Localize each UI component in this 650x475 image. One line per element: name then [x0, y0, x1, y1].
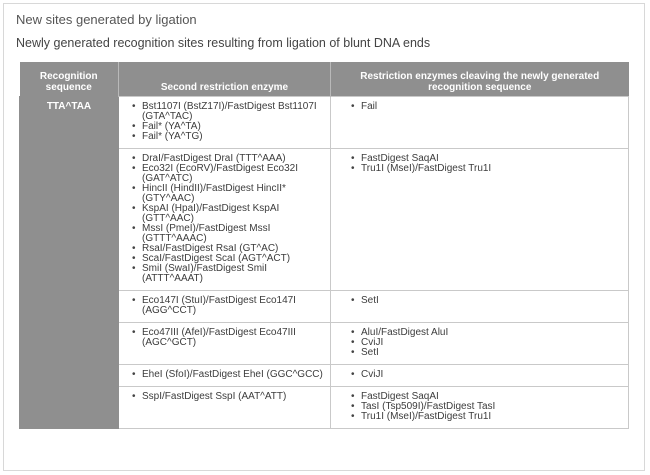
list-item: • SmiI (SwaI)/FastDigest SmiI (ATTT^AAAT) — [142, 264, 324, 284]
list-item: • RsaI/FastDigest RsaI (GT^AC) — [142, 244, 324, 254]
list-item: • CviJI — [361, 370, 622, 380]
table-row — [20, 365, 629, 387]
list-item: • AluI/FastDigest AluI — [361, 328, 622, 338]
cleaving-enzyme-cell — [331, 323, 629, 365]
list-item: • Tru1I (MseI)/FastDigest Tru1I — [361, 164, 622, 174]
second-enzyme-cell — [119, 323, 331, 365]
cleaving-enzyme-cell — [331, 365, 629, 387]
list-item: • Fail* (YA^TG) — [142, 132, 324, 142]
list-item: • CviJI — [361, 338, 622, 348]
recognition-sequence-cell: TTA^TAA — [20, 97, 119, 149]
table-body — [20, 97, 629, 429]
cleaving-enzyme-cell — [331, 387, 629, 429]
table-row — [20, 149, 629, 291]
list-item: • DraI/FastDigest DraI (TTT^AAA) — [142, 154, 324, 164]
list-item: • KspAI (HpaI)/FastDigest KspAI (GTT^AAC) — [142, 204, 324, 224]
cleaving-enzyme-list — [337, 370, 622, 380]
list-item: • Bst1107I (BstZ17I)/FastDigest Bst1107I (GTA^TAC) — [142, 102, 324, 122]
table-row — [20, 97, 629, 149]
header-recognition-sequence: Recognition sequence — [20, 62, 119, 97]
list-item: • HincII (HindII)/FastDigest HincII* (GTY^AAC) — [142, 184, 324, 204]
cleaving-enzyme-cell — [331, 291, 629, 323]
table-row — [20, 291, 629, 323]
second-enzyme-cell — [119, 291, 331, 323]
recognition-sequence-cell-empty — [20, 323, 119, 365]
second-enzyme-list — [125, 328, 324, 348]
cleaving-enzyme-list — [337, 154, 622, 174]
list-item: • Eco32I (EcoRV)/FastDigest Eco32I (GAT^ATC) — [142, 164, 324, 184]
cleaving-enzyme-list — [337, 102, 622, 112]
list-item: • FastDigest SaqAI — [361, 154, 622, 164]
list-item: • Eco47III (AfeI)/FastDigest Eco47III (AGC^GCT) — [142, 328, 324, 348]
list-item: • ScaI/FastDigest ScaI (AGT^ACT) — [142, 254, 324, 264]
cleaving-enzyme-cell — [331, 97, 629, 149]
header-cleaving-enzymes: Restriction enzymes cleaving the newly generated recognition sequence — [331, 62, 629, 97]
list-item: • EheI (SfoI)/FastDigest EheI (GGC^GCC) — [142, 370, 324, 380]
second-enzyme-list — [125, 296, 324, 316]
recognition-sequence-cell-empty — [20, 387, 119, 429]
list-item: • Fail* (YA^TA) — [142, 122, 324, 132]
cleaving-enzyme-list — [337, 296, 622, 306]
ligation-sites-table — [19, 62, 629, 429]
table-row — [20, 387, 629, 429]
second-enzyme-cell — [119, 97, 331, 149]
header-second-enzyme: Second restriction enzyme — [119, 62, 331, 97]
second-enzyme-list — [125, 102, 324, 142]
second-enzyme-cell — [119, 387, 331, 429]
list-item: • Eco147I (StuI)/FastDigest Eco147I (AGG^CCT) — [142, 296, 324, 316]
list-item: • FastDigest SaqAI — [361, 392, 622, 402]
list-item: • Fail — [361, 102, 622, 112]
list-item: • TasI (Tsp509I)/FastDigest TasI — [361, 402, 622, 412]
second-enzyme-list — [125, 154, 324, 284]
recognition-sequence-cell-empty — [20, 149, 119, 291]
list-item: • SspI/FastDigest SspI (AAT^ATT) — [142, 392, 324, 402]
cleaving-enzyme-list — [337, 328, 622, 358]
recognition-sequence-cell-empty — [20, 291, 119, 323]
page-title: New sites generated by ligation — [16, 12, 197, 27]
list-item: • MssI (PmeI)/FastDigest MssI (GTTT^AAAC) — [142, 224, 324, 244]
second-enzyme-cell — [119, 149, 331, 291]
cleaving-enzyme-cell — [331, 149, 629, 291]
second-enzyme-cell — [119, 365, 331, 387]
table-header-row — [20, 62, 629, 97]
list-item: • SetI — [361, 296, 622, 306]
table-row — [20, 323, 629, 365]
second-enzyme-list — [125, 392, 324, 402]
second-enzyme-list — [125, 370, 324, 380]
list-item: • Tru1I (MseI)/FastDigest Tru1I — [361, 412, 622, 422]
recognition-sequence-cell-empty — [20, 365, 119, 387]
page-subtitle: Newly generated recognition sites resulting from ligation of blunt DNA ends — [16, 36, 431, 50]
list-item: • SetI — [361, 348, 622, 358]
cleaving-enzyme-list — [337, 392, 622, 422]
